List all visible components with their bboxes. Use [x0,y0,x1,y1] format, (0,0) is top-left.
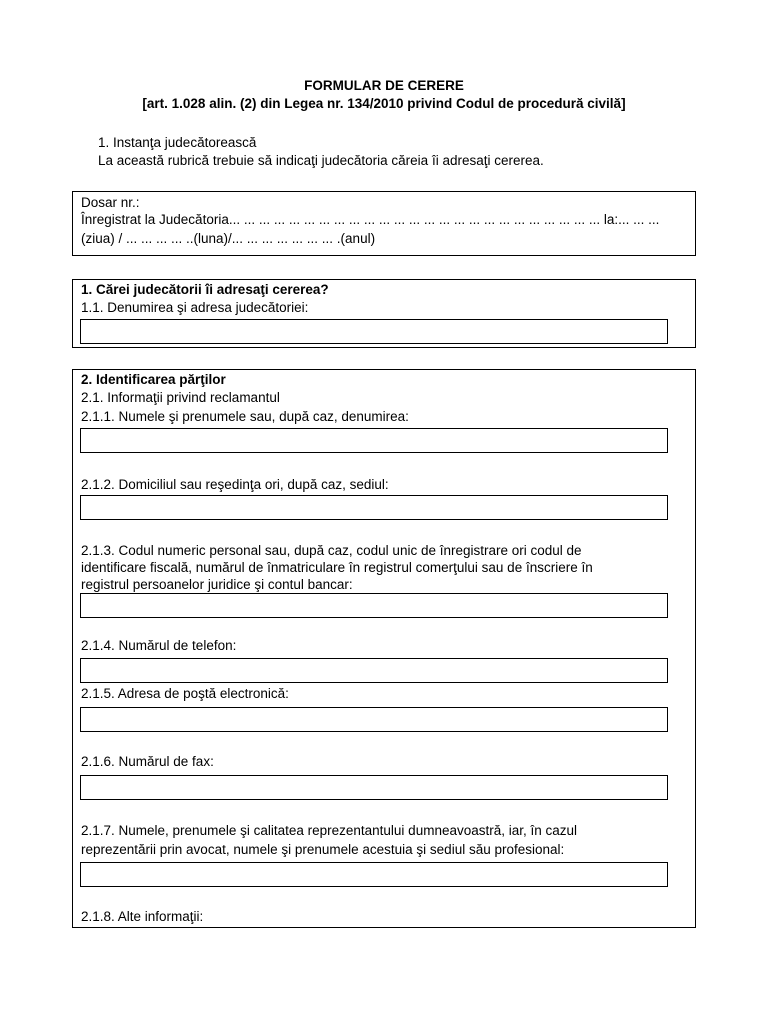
court-name-label: 1.1. Denumirea şi adresa judecătoriei: [81,300,309,315]
intro-instruction: La această rubrică trebuie să indicaţi judecătoria căreia îi adresaţi cererea. [98,153,544,168]
phone-field[interactable] [80,658,668,683]
claimant-info-heading: 2.1. Informaţii privind reclamantul [81,390,280,405]
court-name-field[interactable] [80,319,668,344]
representative-field[interactable] [80,862,668,887]
cnp-field[interactable] [80,593,668,618]
cnp-label-line-3: registrul persoanelor juridice şi contul bancar: [81,577,353,592]
section-1-heading: 1. Cărei judecătorii îi adresaţi cererea? [81,282,329,297]
cnp-label-line-1: 2.1.3. Codul numeric personal sau, după caz, codul unic de înregistrare ori codul de [81,543,582,558]
fax-label: 2.1.6. Numărul de fax: [81,754,214,769]
intro-item: 1. Instanţa judecătorească [98,135,257,150]
representative-label-line-2: reprezentării prin avocat, numele şi prenumele acestuia şi sediul său profesional: [81,842,565,857]
cnp-label-line-2: identificare fiscală, numărul de înmatriculare în registrul comerţului sau de înscriere în [81,560,593,575]
fax-field[interactable] [80,775,668,800]
other-info-label: 2.1.8. Alte informaţii: [81,909,204,924]
section-2-box [72,369,696,928]
name-field[interactable] [80,428,668,453]
email-label: 2.1.5. Adresa de poştă electronică: [81,686,289,701]
name-label: 2.1.1. Numele şi prenumele sau, după caz, denumirea: [81,409,409,424]
section-1-box [72,279,696,348]
phone-label: 2.1.4. Numărul de telefon: [81,638,237,653]
dosar-date-line: (ziua) / ... ... ... ... ..(luna)/... ... ... ... ... ... ... .(anul) [81,231,376,246]
section-2-heading: 2. Identificarea părţilor [81,372,226,387]
form-subtitle: [art. 1.028 alin. (2) din Legea nr. 134/2010 privind Codul de procedură civilă] [142,96,626,111]
dosar-box [72,191,696,256]
dosar-number-label: Dosar nr.: [81,195,140,210]
representative-label-line-1: 2.1.7. Numele, prenumele şi calitatea reprezentantului dumneavoastră, iar, în cazul [81,823,578,838]
domicile-field[interactable] [80,495,668,520]
email-field[interactable] [80,707,668,732]
form-title: FORMULAR DE CERERE [304,78,464,93]
domicile-label: 2.1.2. Domiciliul sau reşedinţa ori, după caz, sediul: [81,477,389,492]
dosar-registered-line: Înregistrat la Judecătoria... ... ... ... ... ... ... ... ... ... ... ... ... ... ... ... ... ... ... ... ... ... ... ... ... la:... ... ... [81,212,660,227]
